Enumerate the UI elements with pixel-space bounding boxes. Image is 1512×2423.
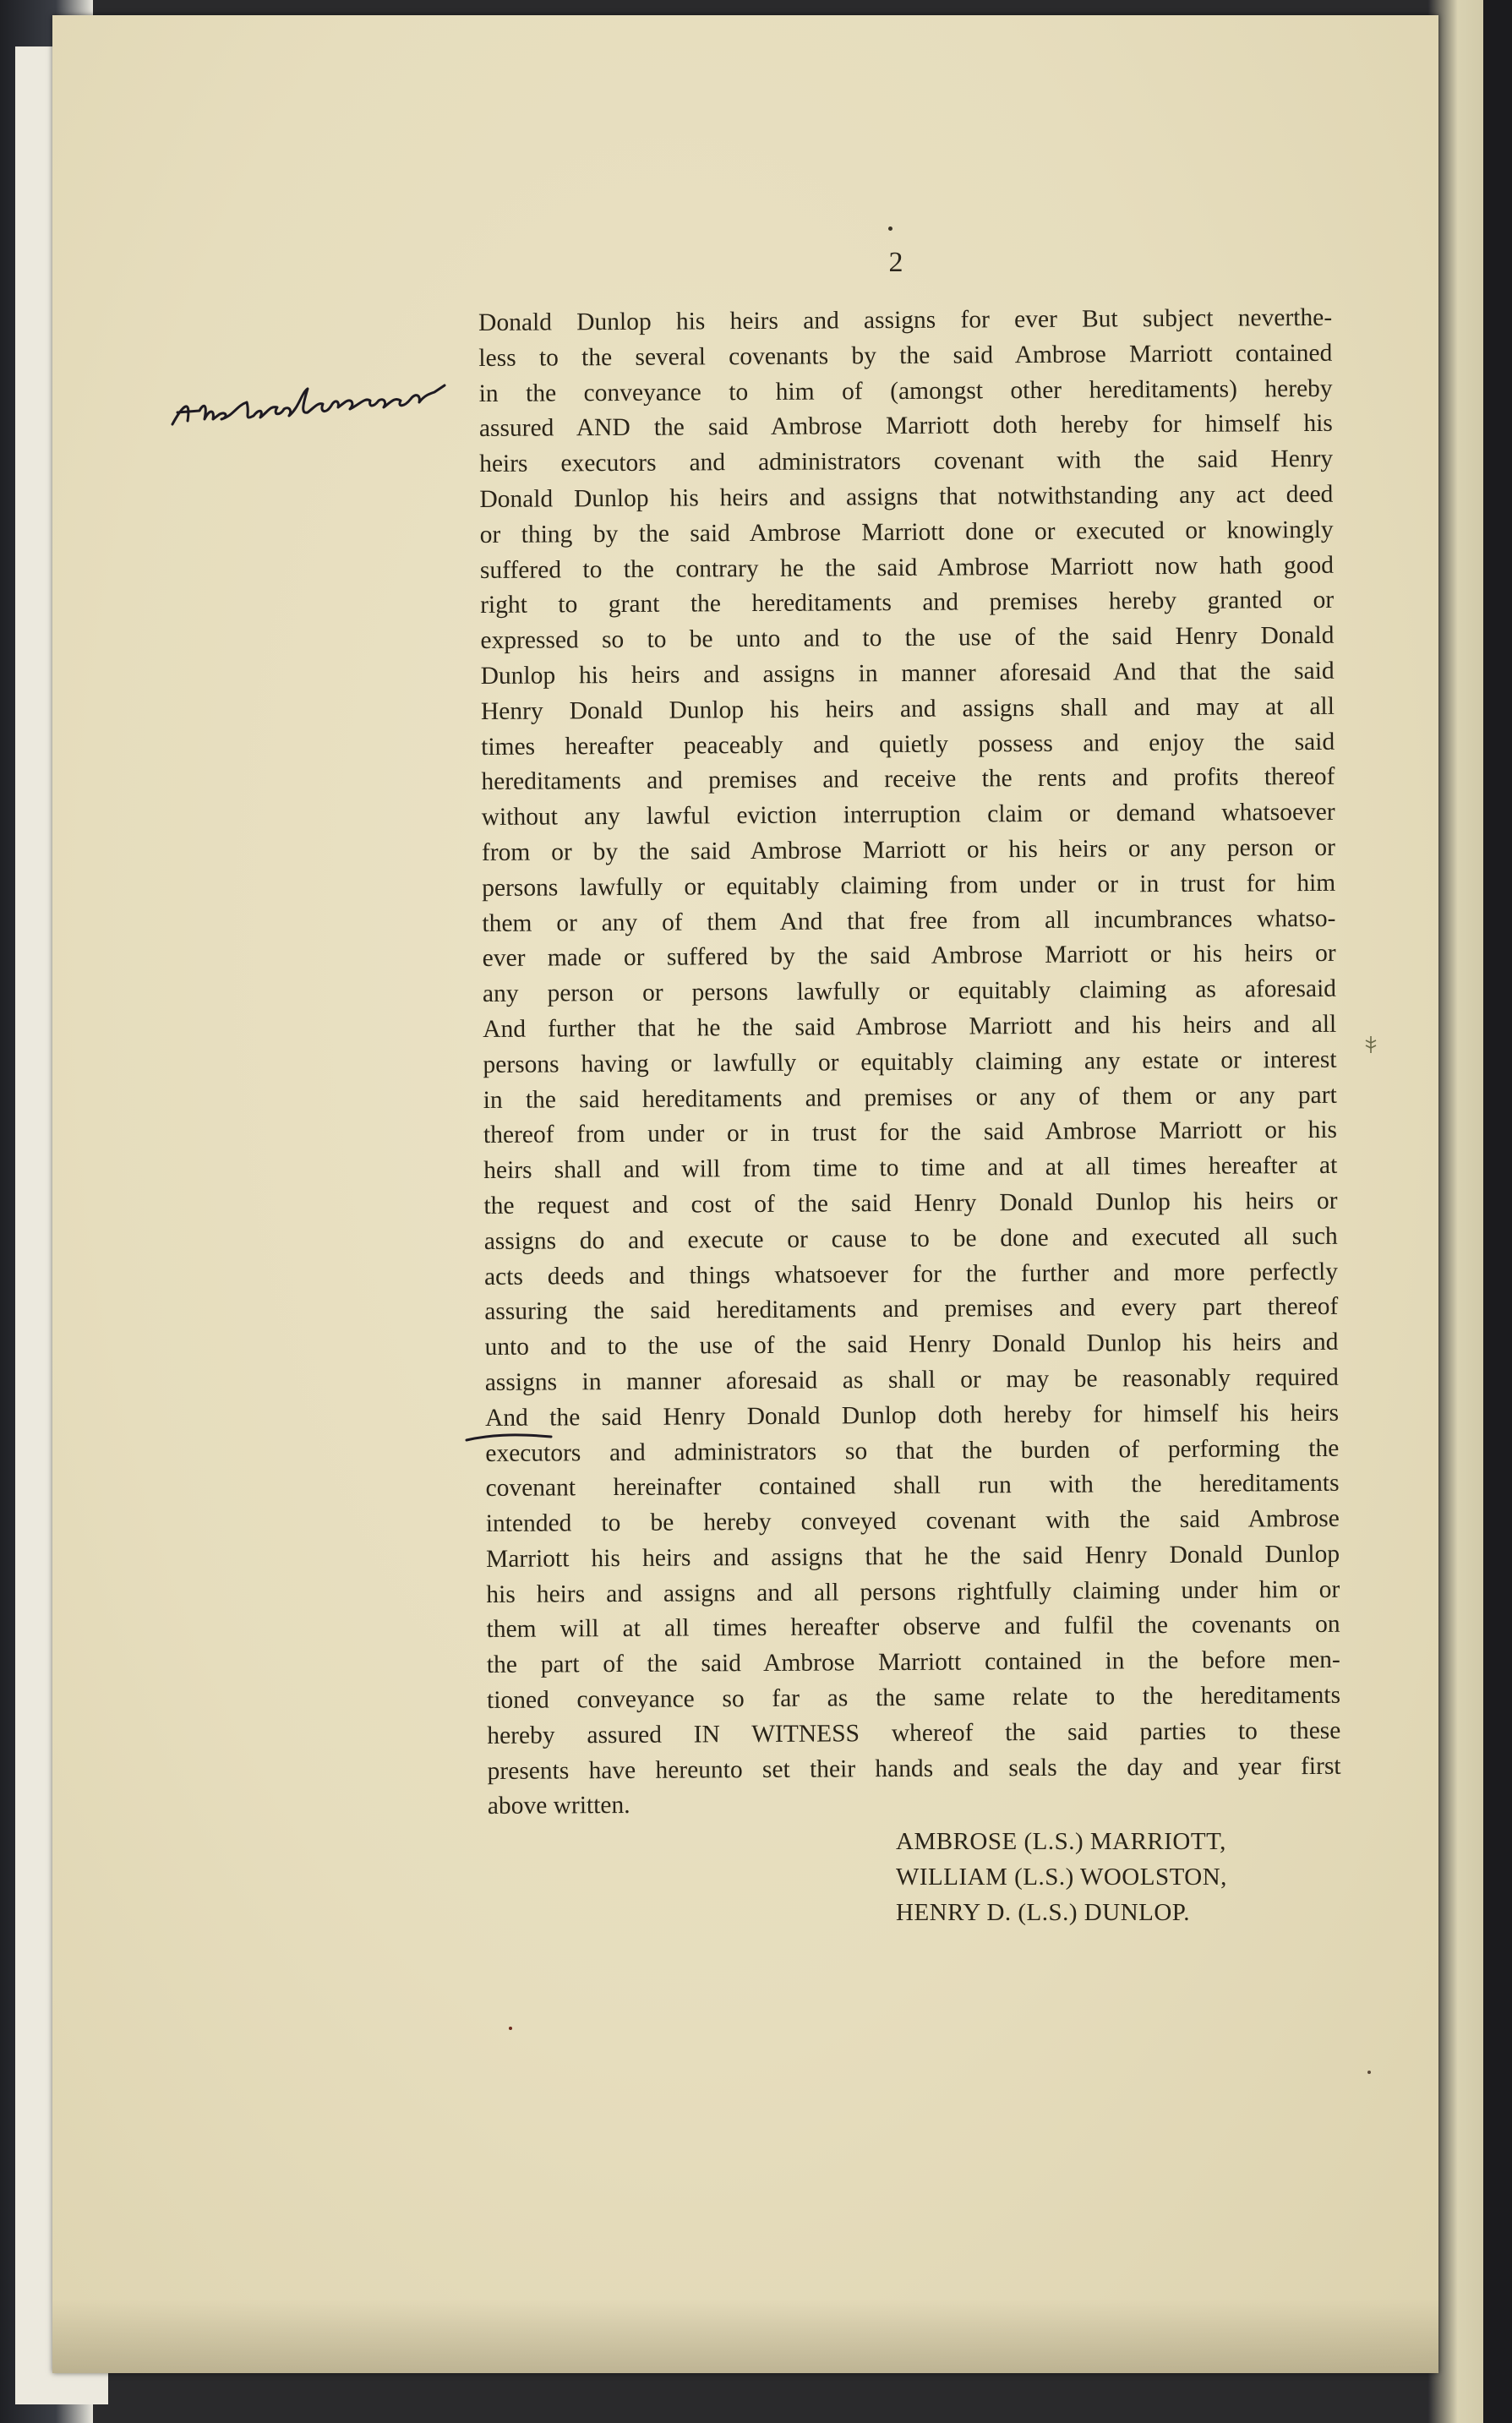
- page-bottom-shadow: [52, 2299, 1438, 2373]
- ink-speck: [509, 2027, 512, 2030]
- text-line: thereof from under or in trust for the said Ambrose Marriott or his: [483, 1116, 1338, 1149]
- text-line: his heirs and assigns and all persons rightfully claiming under him or: [486, 1575, 1340, 1608]
- text-line: or thing by the said Ambrose Marriott done or executed or knowingly: [479, 516, 1334, 548]
- text-line: them or any of them And that free from all incumbrances whatso-: [482, 904, 1336, 937]
- text-line: assuring the said hereditaments and premises and every part thereof: [484, 1293, 1339, 1326]
- text-line: expressed so to be unto and to the use of the said Henry Donald: [480, 621, 1335, 655]
- signature-block: [896, 1824, 1352, 1930]
- text-line: executors and administrators so that the burden of performing the: [485, 1434, 1340, 1467]
- text-line: unto and to the use of the said Henry Donald Dunlop his heirs and: [484, 1328, 1339, 1362]
- text-line: heirs shall and will from time to time and at all times hereafter at: [483, 1151, 1338, 1185]
- text-line: Henry Donald Dunlop his heirs and assigns shall and may at all: [480, 692, 1335, 725]
- text-line: assigns do and execute or cause to be done and executed all such: [483, 1222, 1338, 1255]
- pressed-sprig-mark: [1362, 1034, 1379, 1055]
- text-line: Marriott his heirs and assigns that he the said Henry Donald Dunlop: [485, 1540, 1340, 1573]
- text-line: persons having or lawfully or equitably claiming any estate or interest: [483, 1045, 1337, 1078]
- text-line: them will at all times hereafter observe and fulfil the covenants on: [486, 1611, 1340, 1644]
- scan-border: [1483, 0, 1512, 2423]
- handwritten-marginal-note: [166, 372, 470, 448]
- ink-speck: [1367, 2071, 1371, 2074]
- text-line: Dunlop his heirs and assigns in manner aforesaid And that the said: [480, 657, 1335, 690]
- text-line: persons lawfully or equitably claiming from under or in trust for him: [482, 869, 1336, 902]
- text-line: the part of the said Ambrose Marriott contained in the before men-: [486, 1646, 1340, 1679]
- text-line: in the said hereditaments and premises or any of them or any part: [483, 1081, 1337, 1114]
- text-line: any person or persons lawfully or equitably claiming as aforesaid: [482, 974, 1337, 1008]
- deed-body-text: [478, 301, 1341, 1825]
- text-line: And further that he the said Ambrose Marriott and his heirs and all: [483, 1010, 1337, 1043]
- text-line: presents have hereunto set their hands and seals the day and year first: [487, 1752, 1341, 1785]
- text-line: covenant hereinafter contained shall run with the hereditaments: [485, 1470, 1340, 1503]
- signature-dunlop: HENRY D. (L.S.) DUNLOP.: [896, 1899, 1190, 1926]
- text-line: times hereafter peaceably and quietly possess and enjoy the said: [481, 728, 1335, 761]
- text-line: less to the several covenants by the said Ambrose Marriott contained: [478, 339, 1333, 372]
- text-line: suffered to the contrary he the said Ambrose Marriott now hath good: [479, 551, 1334, 584]
- text-line: ever made or suffered by the said Ambrose Marriott or his heirs or: [482, 940, 1336, 973]
- text-line: hereditaments and premises and receive the rents and profits thereof: [481, 763, 1335, 796]
- text-line: tioned conveyance so far as the same relate to the hereditaments: [486, 1681, 1341, 1715]
- text-line: right to grant the hereditaments and premises hereby granted or: [480, 587, 1335, 619]
- text-line: hereby assured IN WITNESS whereof the said parties to these: [487, 1716, 1341, 1749]
- ink-dot: [888, 226, 892, 231]
- text-line: in the conveyance to him of (amongst other hereditaments) hereby: [478, 374, 1333, 407]
- signature-woolston: WILLIAM (L.S.) WOOLSTON,: [896, 1864, 1227, 1891]
- text-line: And the said Henry Donald Dunlop doth hereby for himself his heirs: [484, 1399, 1340, 1432]
- text-line: the request and cost of the said Henry Donald Dunlop his heirs or: [483, 1187, 1338, 1220]
- signature-marriott: AMBROSE (L.S.) MARRIOTT,: [896, 1828, 1226, 1855]
- page-number: 2: [888, 247, 903, 278]
- text-line: without any lawful eviction interruption claim or demand whatsoever: [481, 798, 1335, 832]
- text-line: acts deeds and things whatsoever for the further and more perfectly: [483, 1258, 1339, 1291]
- text-line: assigns in manner aforesaid as shall or may be reasonably required: [484, 1363, 1339, 1396]
- text-line: above written.: [487, 1792, 630, 1820]
- text-line: intended to be hereby conveyed covenant with the said Ambrose: [485, 1504, 1340, 1538]
- text-line: Donald Dunlop his heirs and assigns for ever But subject neverthe-: [478, 303, 1333, 336]
- text-line: from or by the said Ambrose Marriott or his heirs or any person or: [481, 833, 1336, 866]
- text-line: assured AND the said Ambrose Marriott doth hereby for himself his: [478, 410, 1333, 443]
- text-line: heirs executors and administrators covenant with the said Henry: [479, 445, 1334, 478]
- text-line: Donald Dunlop his heirs and assigns that notwithstanding any act deed: [479, 480, 1334, 513]
